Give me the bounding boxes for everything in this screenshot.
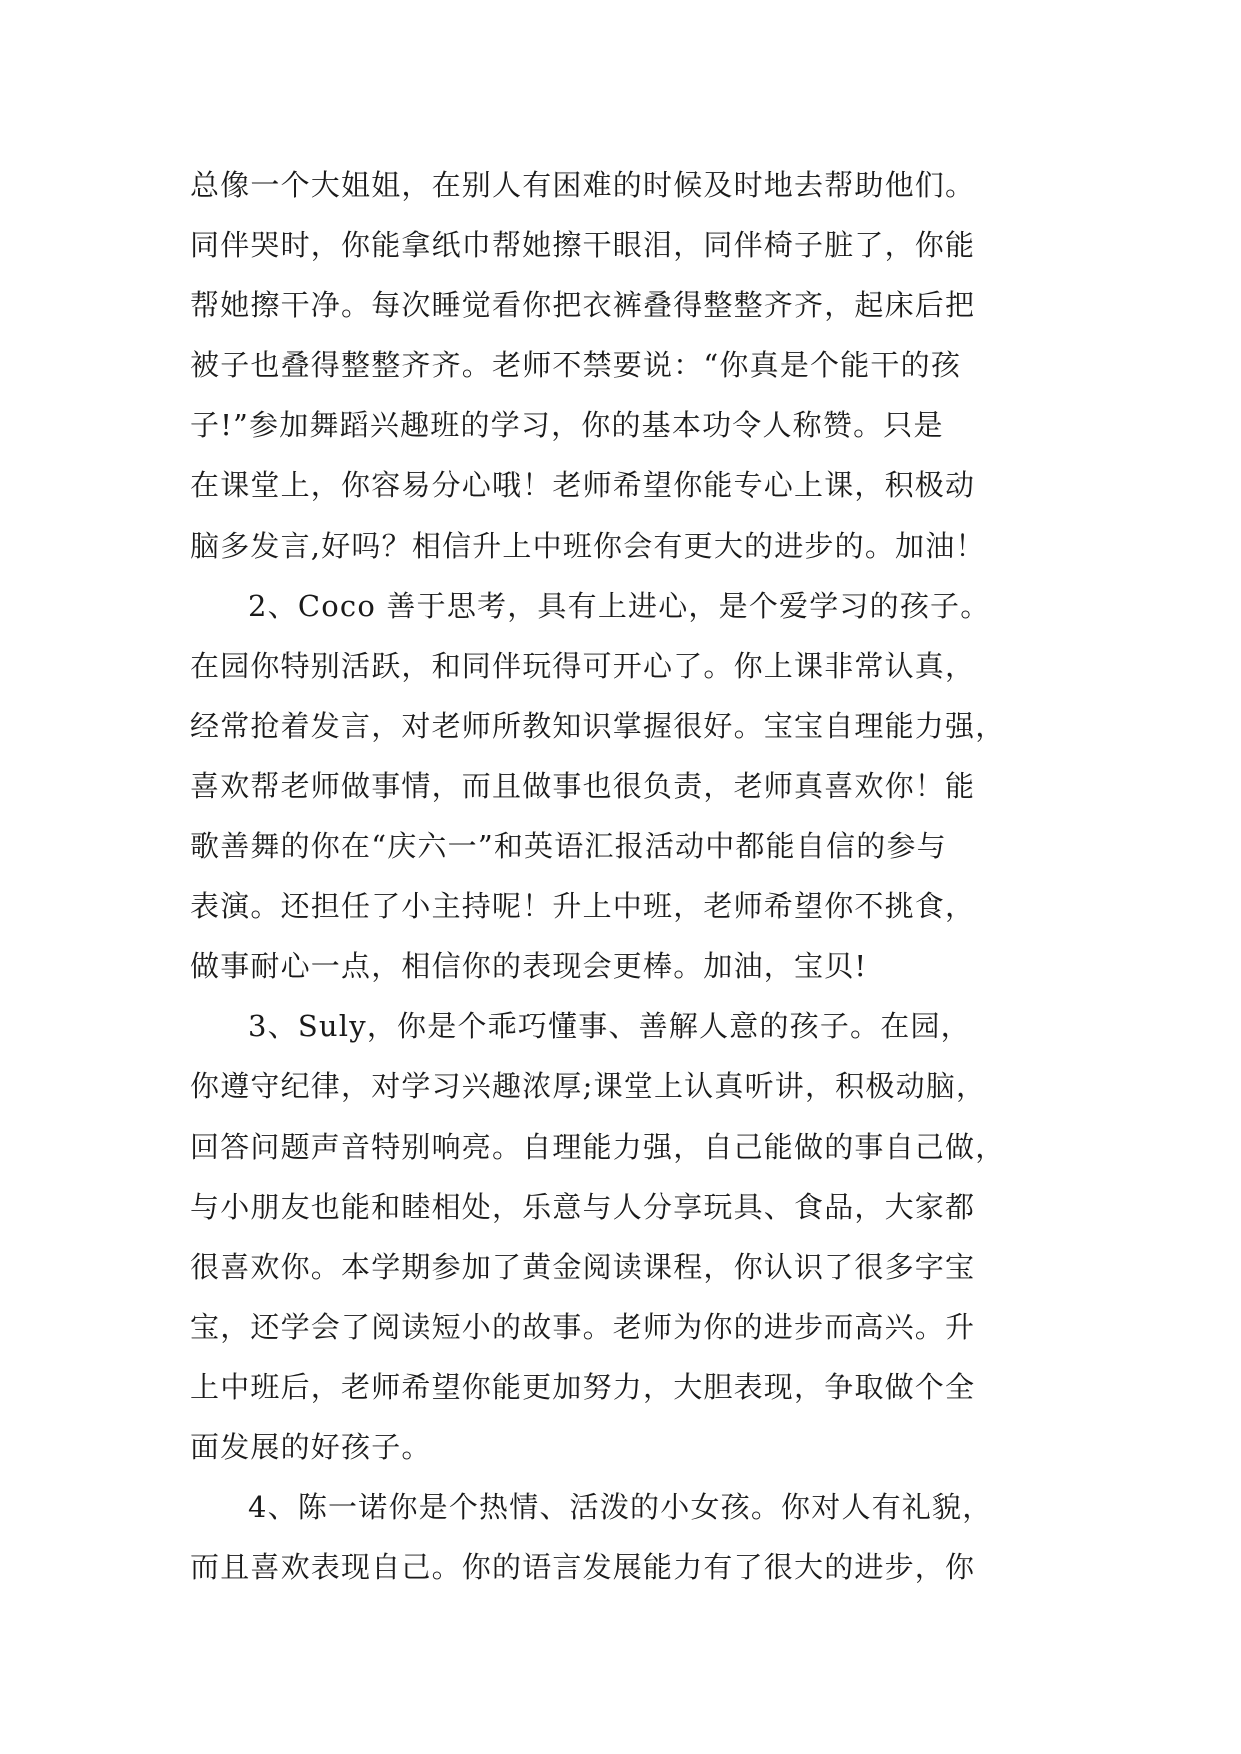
document-body — [190, 155, 1070, 1597]
text-line: 喜欢帮老师做事情，而且做事也很负责，老师真喜欢你！能 — [190, 768, 976, 803]
text-line: 与小朋友也能和睦相处，乐意与人分享玩具、食品，大家都 — [190, 1189, 976, 1224]
text-line: 上中班后，老师希望你能更加努力，大胆表现，争取做个全 — [190, 1369, 976, 1404]
paragraph-start-line: 4、陈一诺你是个热情、活泼的小女孩。你对人有礼貌， — [248, 1490, 993, 1525]
text-line: 很喜欢你。本学期参加了黄金阅读课程，你认识了很多字宝 — [190, 1249, 976, 1284]
paragraph-start-line: 3、Suly，你是个乖巧懂事、善解人意的孩子。在园， — [248, 1009, 971, 1044]
text-line: 做事耐心一点，相信你的表现会更棒。加油，宝贝! — [190, 949, 868, 984]
text-line: 而且喜欢表现自己。你的语言发展能力有了很大的进步，你 — [190, 1550, 976, 1585]
text-line: 总像一个大姐姐，在别人有困难的时候及时地去帮助他们。 — [190, 168, 976, 202]
text-line: 歌善舞的你在“庆六一”和英语汇报活动中都能自信的参与 — [190, 829, 947, 864]
text-line: 被子也叠得整整齐齐。老师不禁要说：“你真是个能干的孩 — [190, 348, 962, 383]
text-line: 同伴哭时，你能拿纸巾帮她擦干眼泪，同伴椅子脏了，你能 — [190, 228, 976, 263]
text-line: 宝，还学会了阅读短小的故事。老师为你的进步而高兴。升 — [190, 1309, 976, 1344]
text-line: 你遵守纪律，对学习兴趣浓厚;课堂上认真听讲，积极动脑， — [190, 1069, 987, 1104]
paragraph-start-line: 2、Coco 善于思考，具有上进心，是个爱学习的孩子。 — [248, 588, 991, 623]
text-line: 子!”参加舞蹈兴趣班的学习，你的基本功令人称赞。只是 — [190, 408, 944, 443]
text-line: 面发展的好孩子。 — [190, 1429, 432, 1464]
text-line: 经常抢着发言，对老师所教知识掌握很好。宝宝自理能力强， — [190, 708, 1006, 743]
text-line: 脑多发言,好吗？相信升上中班你会有更大的进步的。加油！ — [190, 528, 986, 563]
text-line: 在课堂上，你容易分心哦！老师希望你能专心上课，积极动 — [190, 468, 976, 503]
text-line: 回答问题声音特别响亮。自理能力强，自己能做的事自己做， — [190, 1129, 1006, 1164]
text-line: 表演。还担任了小主持呢！升上中班，老师希望你不挑食， — [190, 889, 976, 924]
text-line: 帮她擦干净。每次睡觉看你把衣裤叠得整整齐齐，起床后把 — [190, 288, 976, 323]
text-line: 在园你特别活跃，和同伴玩得可开心了。你上课非常认真， — [190, 648, 976, 683]
